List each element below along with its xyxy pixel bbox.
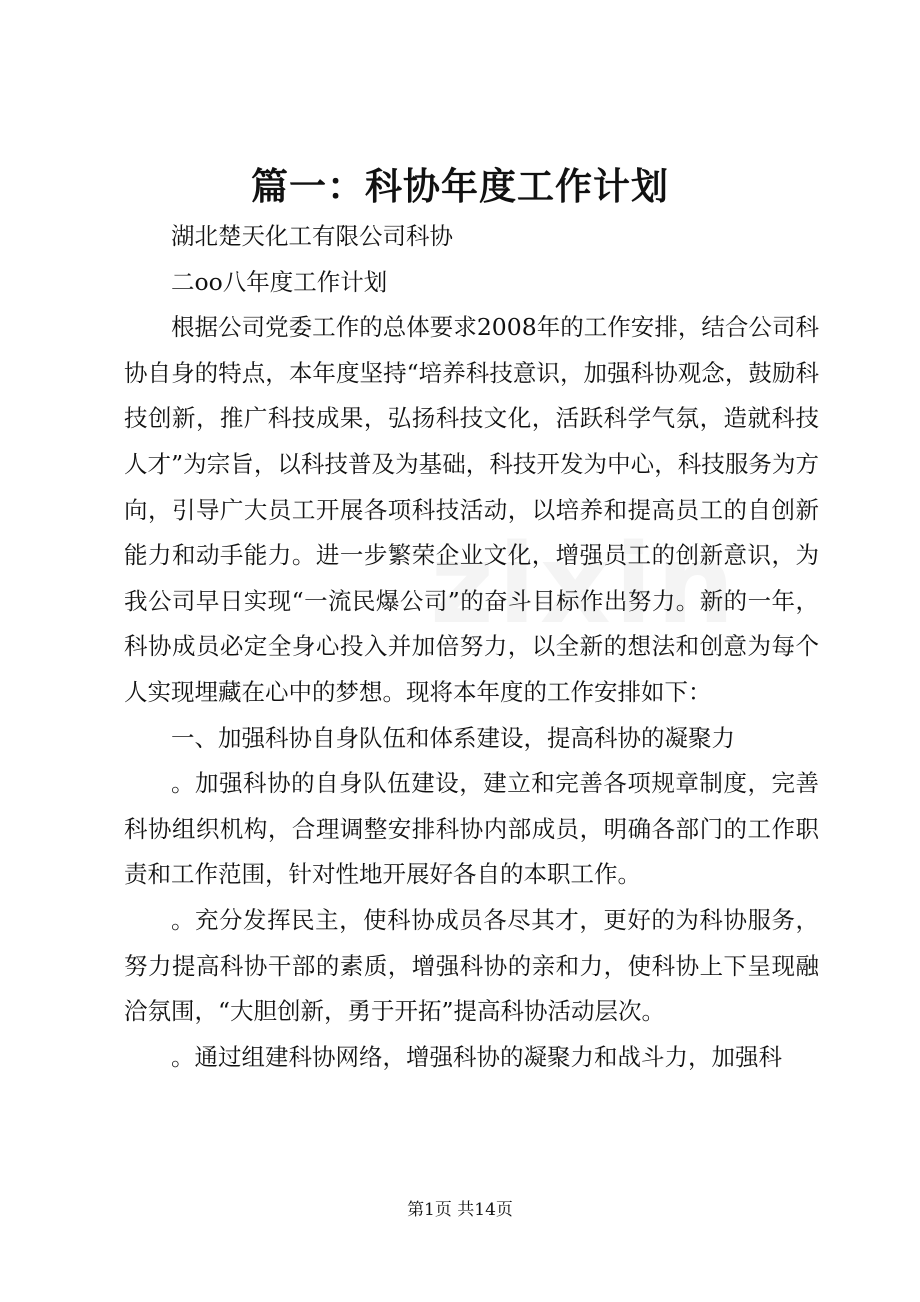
paragraph-intro: 根据公司党委工作的总体要求2008年的工作安排，结合公司科协自身的特点，本年度坚持“培养科技意识，加强科协观念，鼓励科技创新，推广科技成果，弘扬科技文化，活跃科学气氛，造就科技人才”为宗旨，以科技普及为基础，科技开发为中心，科技服务为方向，引导广大员工开展各项科技活动，以培养和提高员工的自创新能力和动手能力。进一步繁荣企业文化，增强员工的创新意识，为我公司早日实现“一流民爆公司”的奋斗目标作出努力。新的一年，科协成员必定全身心投入并加倍努力，以全新的想法和创意为每个人实现埋藏在心中的梦想。现将本年度的工作安排如下： xyxy=(124,313,819,706)
paragraph-item-3: 。通过组建科协网络，增强科协的凝聚力和战斗力，加强科 xyxy=(171,1042,782,1071)
paragraph-item-1: 。加强科协的自身队伍建设，建立和完善各项规章制度，完善科协组织机构，合理调整安排科协内部成员，明确各部门的工作职责和工作范围，针对性地开展好各自的本职工作。 xyxy=(124,769,819,889)
section-heading-1: 一、加强科协自身队伍和体系建设，提高科协的凝聚力 xyxy=(171,723,735,752)
page-footer: 第1页 共14页 xyxy=(407,1200,513,1220)
paragraph-company: 湖北楚天化工有限公司科协 xyxy=(171,222,453,250)
paragraph-plan-year: 二oo八年度工作计划 xyxy=(171,267,388,296)
paragraph-item-2: 。充分发挥民主，使科协成员各尽其才，更好的为科协服务，努力提高科协干部的素质，增强科协的亲和力，使科协上下呈现融洽氛围，“大胆创新，勇于开拓”提高科协活动层次。 xyxy=(124,905,819,1026)
document-body xyxy=(124,214,819,1080)
document-title: 篇一：科协年度工作计划 xyxy=(251,164,669,208)
